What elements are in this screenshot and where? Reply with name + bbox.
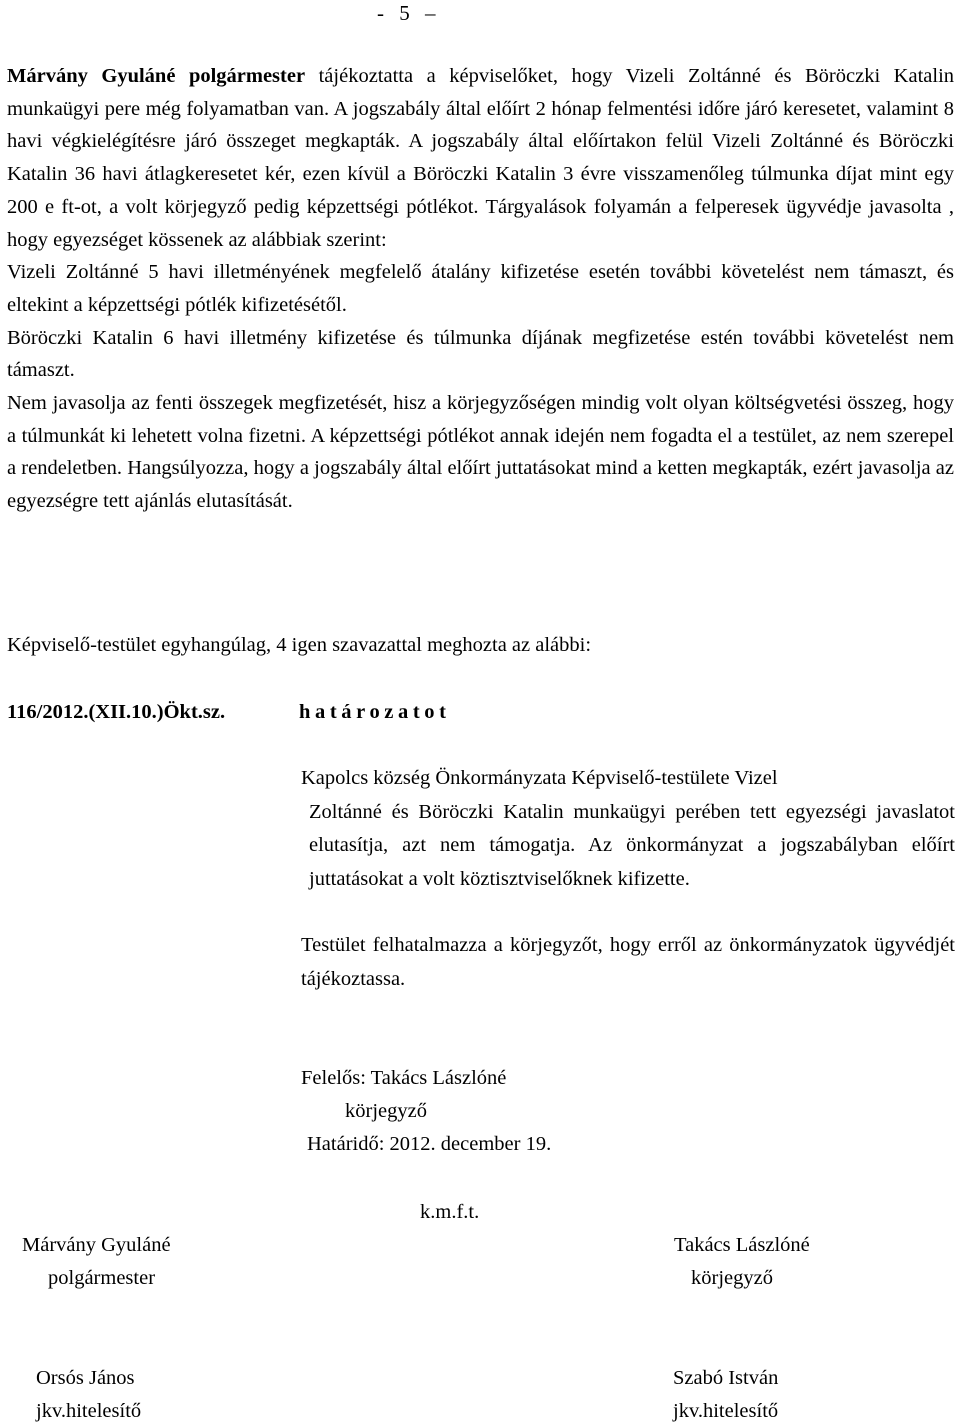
resolution-heading: határozatot <box>299 701 451 723</box>
minutes-body <box>7 60 954 518</box>
deadline: Határidő: 2012. december 19. <box>307 1133 552 1155</box>
signature-name: Orsós János <box>36 1367 135 1389</box>
signature-notary <box>674 1229 810 1295</box>
signature-witness-1 <box>36 1362 141 1428</box>
signature-title: körjegyző <box>691 1267 773 1289</box>
vote-statement: Képviselő-testület egyhangúlag, 4 igen szavazattal meghozta az alábbi: <box>7 634 592 656</box>
decision-authorization: Testület felhatalmazza a körjegyzőt, hogy erről az önkormányzatok ügyvédjét tájékoztassa. <box>301 934 955 990</box>
responsible-person: Felelős: Takács Lászlóné <box>301 1067 507 1089</box>
responsible-title: körjegyző <box>345 1100 427 1122</box>
signature-witness-2 <box>673 1362 778 1428</box>
resolution-number: 116/2012.(XII.10.)Ökt.sz. <box>7 701 226 723</box>
signature-name: Takács Lászlóné <box>674 1234 810 1256</box>
signature-name: Szabó István <box>673 1367 779 1389</box>
paragraph-boroczki-proposal: Böröczki Katalin 6 havi illetmény kifizetése és túlmunka díjának megfizetése estén további követelést nem támaszt. <box>7 326 954 382</box>
responsible-block <box>301 1062 551 1161</box>
signature-title: polgármester <box>48 1267 156 1289</box>
paragraph-vizeli-proposal: Vizeli Zoltánné 5 havi illetményének megfelelő átalány kifizetése esetén további követelést nem támaszt, és eltekint a képzettségi pótlék kifizetésétől. <box>7 261 954 316</box>
signature-name: Márvány Gyuláné <box>22 1234 171 1256</box>
signature-title: jkv.hitelesítő <box>36 1400 142 1422</box>
paragraph-mayor-report <box>7 60 954 256</box>
signature-mayor <box>22 1229 171 1295</box>
kmft-mark: k.m.f.t. <box>420 1201 480 1223</box>
speaker-name: Márvány Gyuláné polgármester <box>7 65 306 87</box>
signature-title: jkv.hitelesítő <box>673 1400 779 1422</box>
paragraph-text: tájékoztatta a képviselőket, hogy Vizeli Zoltánné és Böröczki Katalin munkaügyi pere még folyamatban van. A jogszabály által előírt 2 hónap felmentési időre járó keresetet, valamint 8 havi végkielégítésre járó összeget megkapták. A jogszabály által előírtakon felül Vizeli Zoltánné és Böröczki Katalin 36 havi átlagkeresetet kér, ezen kívül a Böröczki Katalin 3 évre visszamenőleg túlmunka díjat mint egy 200 e ft-ot, a volt körjegyző pedig képzettségi pótlékot. Tárgyalások folyamán a felperesek ügyvédje javasolta , hogy egyezséget kössenek az alábbiak szerint: <box>7 65 955 251</box>
decision-text: Zoltánné és Böröczki Katalin munkaügyi perében tett egyezségi javaslatot elutasítja, azt nem támogatja. Az önkormányzat a jogszabályban előírt juttatásokat a volt köztisztviselőknek kifizette. <box>309 800 955 890</box>
decision-line-1: Kapolcs község Önkormányzata Képviselő-testülete Vizel <box>301 767 778 789</box>
resolution-decision <box>301 762 955 996</box>
page-number: - 5 – <box>377 1 436 25</box>
paragraph-recommendation: Nem javasolja az fenti összegek megfizetését, hisz a körjegyzőségen mindig volt olyan költségvetési összeg, hogy a túlmunkát ki lehetett volna fizetni. A képzettségi pótlékot annak idején nem fogadta el a testület, az nem szerepel a rendeletben. Hangsúlyozza, hogy a jogszabály által előírt juttatásokat mind a ketten megkapták, ezért javasolja az egyezségre tett ajánlás elutasítását. <box>7 392 954 513</box>
